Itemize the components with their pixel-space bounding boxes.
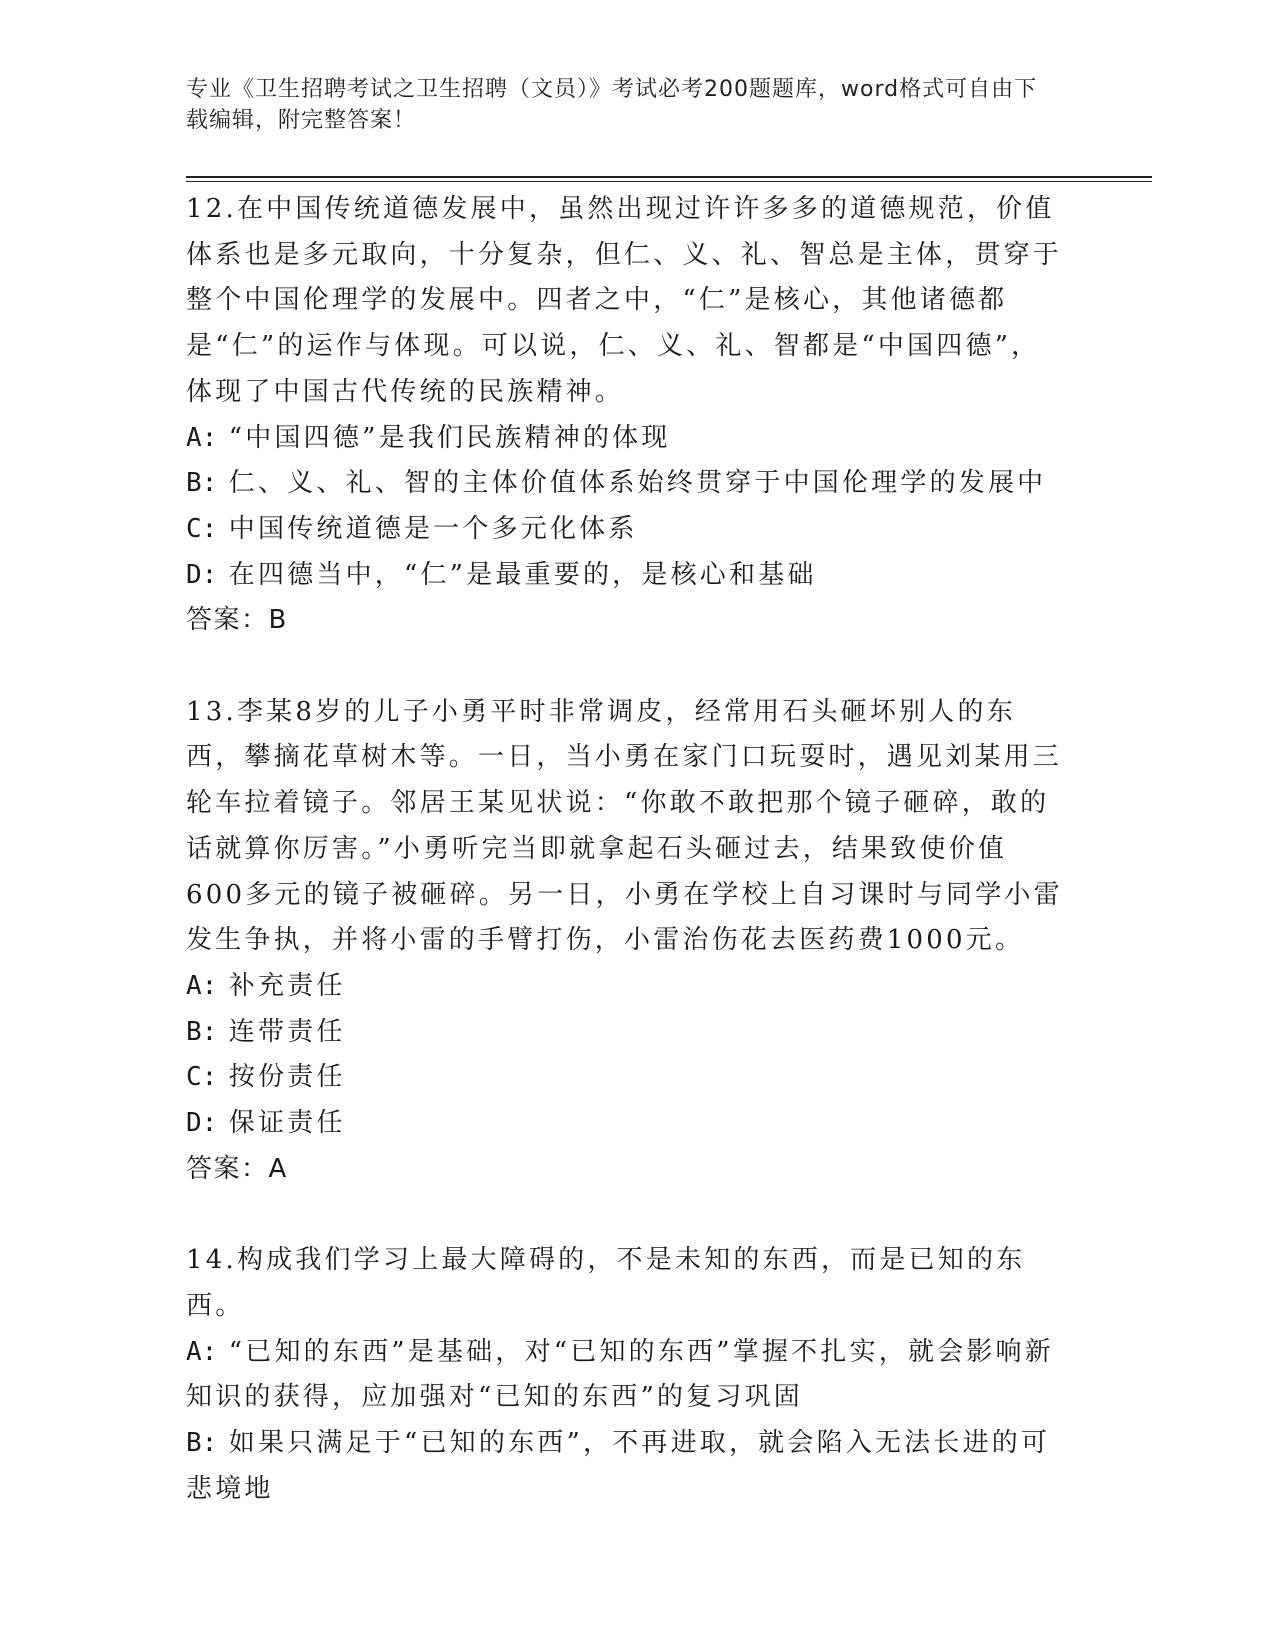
option-a (186, 1330, 1066, 1421)
option-letter: B: (186, 468, 218, 499)
page-header: 专业《卫生招聘考试之卫生招聘（文员）》考试必考200题题库，word格式可自由下载编辑，附完整答案！ (186, 77, 1038, 133)
header-divider-thin (186, 181, 1152, 182)
option-letter: A: (186, 970, 218, 1001)
option-c (186, 507, 1066, 553)
header-divider-thick (186, 176, 1152, 178)
option-d (186, 553, 1066, 599)
option-letter: C: (186, 513, 218, 544)
answer-line: 答案：A (186, 1153, 288, 1184)
option-letter: A: (186, 1336, 218, 1367)
answer-line: 答案：B (186, 605, 288, 636)
question-14 (186, 1238, 1066, 1512)
option-b (186, 461, 1066, 507)
question-12 (186, 187, 1066, 644)
option-letter: B: (186, 1016, 218, 1047)
option-letter: D: (186, 1108, 218, 1139)
option-text: 在四德当中，“仁”是最重要的，是核心和基础 (228, 559, 817, 590)
option-text: 仁、义、礼、智的主体价值体系始终贯穿于中国伦理学的发展中 (228, 468, 1047, 499)
option-letter: B: (186, 1427, 218, 1458)
option-text: 按份责任 (228, 1062, 346, 1093)
option-b (186, 1421, 1066, 1512)
question-stem: 14.构成我们学习上最大障碍的，不是未知的东西，而是已知的东西。 (186, 1245, 1026, 1321)
option-d (186, 1101, 1066, 1147)
option-b (186, 1010, 1066, 1056)
option-c (186, 1055, 1066, 1101)
option-letter: C: (186, 1062, 218, 1093)
option-letter: D: (186, 559, 218, 590)
option-a (186, 416, 1066, 462)
option-text: 保证责任 (228, 1108, 346, 1139)
question-13 (186, 690, 1066, 1193)
question-stem: 13.李某8岁的儿子小勇平时非常调皮，经常用石头砸坏别人的东西，攀摘花草树木等。一日，当小勇在家门口玩耍时，遇见刘某用三轮车拉着镜子。邻居王某见状说：“你敢不敢把那个镜子砸碎，敢的话就算你厉害。”小勇听完当即就拿起石头砸过去，结果致使价值600多元的镜子被砸碎。另一日，小勇在学校上自习课时与同学小雷发生争执，并将小雷的手臂打伤，小雷治伤花去医药费1000元。 (186, 696, 1063, 956)
option-text: 补充责任 (228, 970, 346, 1001)
option-letter: A: (186, 422, 218, 453)
option-text: “中国四德”是我们民族精神的体现 (228, 422, 671, 453)
option-text: 中国传统道德是一个多元化体系 (228, 513, 638, 544)
option-text: 如果只满足于“已知的东西”，不再进取，就会陷入无法长进的可悲境地 (186, 1427, 1051, 1504)
question-list (186, 187, 1066, 1558)
option-text: 连带责任 (228, 1016, 346, 1047)
option-text: “已知的东西”是基础，对“已知的东西”掌握不扎实，就会影响新知识的获得，应加强对“已知的东西”的复习巩固 (186, 1336, 1054, 1413)
option-a (186, 964, 1066, 1010)
question-stem: 12.在中国传统道德发展中，虽然出现过许许多多的道德规范，价值体系也是多元取向，十分复杂，但仁、义、礼、智总是主体，贯穿于整个中国伦理学的发展中。四者之中，“仁”是核心，其他诸德都是“仁”的运作与体现。可以说，仁、义、礼、智都是“中国四德”，体现了中国古代传统的民族精神。 (186, 194, 1063, 407)
